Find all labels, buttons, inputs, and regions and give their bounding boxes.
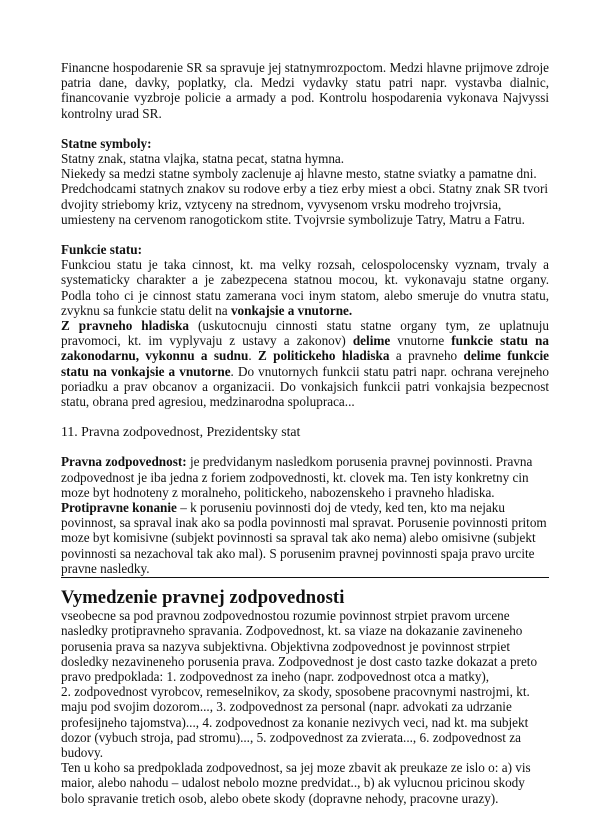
spacer bbox=[61, 227, 549, 242]
functions-emphasis: delime funkcie statu na vonkajsie a vnutorne bbox=[61, 348, 550, 379]
functions-text: vnutorne bbox=[390, 333, 452, 349]
liability-paragraph-1 bbox=[61, 454, 549, 500]
liability-paragraph-2 bbox=[61, 500, 549, 576]
liability-text: – k poruseniu povinnosti doj de vtedy, ked ten, kto ma nejaku povinnost, sa spraval inak ako sa podla povinnosti mal spravat. Porusenie povinnosti pritom moze byt komisivne (subjekt povinnosti sa spraval tak ako nema) alebo omisivne (subjekt povinnosti sa nezachoval tak ako mal). S porusenim pravnej povinnosti spaja pravo urcite pravne nasledky. bbox=[61, 500, 547, 576]
spacer bbox=[61, 409, 549, 424]
spacer bbox=[61, 439, 549, 454]
functions-text: Funkciou statu je taka cinnost, kt. ma velky rozsah, celospolocensky vyznam, trvaly a systematicky charakter a je zabezpecena statnou mocou, kt. vykonavaju statne organy. Podla toho ci je cinnost statu zamerana voci inym statom, alebo smeruje do vnutra statu, zvyknu sa funkcie statu delit na bbox=[61, 257, 549, 318]
definition-paragraph-2: 2. zodpovednost vyrobcov, remeselnikov, za skody, sposobene pracovnymi nastrojmi, kt. maju pod svojim dozorom..., 3. zodpovednost za personal (napr. advokati za udrzanie profesijneho tajomstva)..., 4. zodpovednost za konanie nezivych veci, nad kt. ma subjekt dozor (vybuch stroja, pad stromu)..., 5. zodpovednost za zvierata..., 6. zodpovednost za budovy. bbox=[61, 684, 530, 760]
functions-emphasis: funkcie statu na zakonodarnu, vykonnu a sudnu bbox=[61, 333, 549, 364]
intro-paragraph: Financne hospodarenie SR sa spravuje jej statnymrozpoctom. Medzi hlavne prijmove zdroje patria dane, davky, poplatky, cla. Medzi vydavky statu patri napr. vystavba dialnic, financovanie vyzbroje policie a armady a pod. Kontrolu hospodarenia vykonava Najvyssi kontrolny urad SR. bbox=[61, 60, 549, 121]
functions-emphasis: vonkajsie a vnutorne. bbox=[230, 302, 353, 318]
symbols-heading: Statne symboly: bbox=[61, 135, 152, 151]
political-view-label: Z politickeho hladiska bbox=[258, 348, 390, 364]
functions-emphasis: delime bbox=[352, 333, 391, 349]
definition-heading: Vymedzenie pravnej zodpovednosti bbox=[61, 587, 345, 609]
document-page bbox=[61, 60, 549, 806]
definition-paragraph-1: vseobecne sa pod pravnou zodpovednostou rozumie povinnost strpiet pravom urcene nasledky protipravneho spravania. Zodpovednost, kt. sa viaze na dokazanie zavineneho porusenia prava sa nazyva subjektivna. Objektivna zodpovednost je povinnost strpiet dosledky nezavineneho porusenia prava. Zodpovednost je dost casto tazke dokazat a preto pravo predpoklada: 1. zodpovednost za ineho (napr. zodpovednost otca a matky), bbox=[61, 608, 538, 684]
liability-text: je predvidanym nasledkom porusenia pravnej povinnosti. Pravna zodpovednost je iba jedna z foriem zodpovednosti, kt. clovek ma. Ten isty konkretny cin moze byt hodnoteny z moralneho, politickeho, nabozenskeho i pravneho hladiska. bbox=[61, 454, 533, 500]
functions-text: . Do vnutornych funkcii statu patri napr. ochrana verejneho poriadku a prav obcanov a organizacii. Do vonkajsich funkcii patri vonkajsia bezpecnost statu, obrana pred agresiou, medzinarodna spolupraca... bbox=[61, 363, 549, 410]
functions-text: (uskutocnuju cinnosti statu statne organy tym, ze uplatnuju pravomoci, kt. im vyplyvaju z ustavy a zakonov) bbox=[61, 318, 550, 349]
functions-paragraph-1 bbox=[61, 257, 549, 318]
liability-term: Pravna zodpovednost: bbox=[61, 454, 187, 470]
spacer bbox=[61, 121, 549, 136]
spacer bbox=[61, 578, 549, 587]
legal-view-label: Z pravneho hladiska bbox=[61, 318, 189, 334]
functions-paragraph-2 bbox=[61, 318, 549, 409]
symbols-list: Statny znak, statna vlajka, statna pecat, statna hymna. bbox=[61, 151, 345, 167]
symbols-paragraph: Niekedy sa medzi statne symboly zaclenuje aj hlavne mesto, statne sviatky a pamatne dni. Predchodcami statnych znakov su rodove erby a tiez erby miest a obci. Statny znak SR tvori dvojity striebomy kriz, vztyceny na strednom, vyvysenom vrsku modreho trojvrsia, umiesteny na cervenom ranogotickom stite. Tvojvrsie symbolizuje Tatry, Matru a Fatru. bbox=[61, 166, 549, 227]
functions-text: a pravneho bbox=[389, 348, 464, 364]
functions-heading: Funkcie statu: bbox=[61, 242, 142, 258]
definition-paragraph-3: Ten u koho sa predpoklada zodpovednost, sa jej moze zbavit ak preukaze ze islo o: a) vis maior, alebo nahodu – udalost nebolo mozne predvidat.., b) ak vylucnou pricinou skody bolo spravanie tretich osob, alebo obete skody (dopravne nehody, pracovne urazy). bbox=[61, 760, 531, 806]
unlawful-conduct-term: Protipravne konanie bbox=[61, 500, 177, 516]
functions-text: . bbox=[248, 348, 259, 364]
section-11-title: 11. Pravna zodpovednost, Prezidentsky stat bbox=[61, 424, 301, 440]
